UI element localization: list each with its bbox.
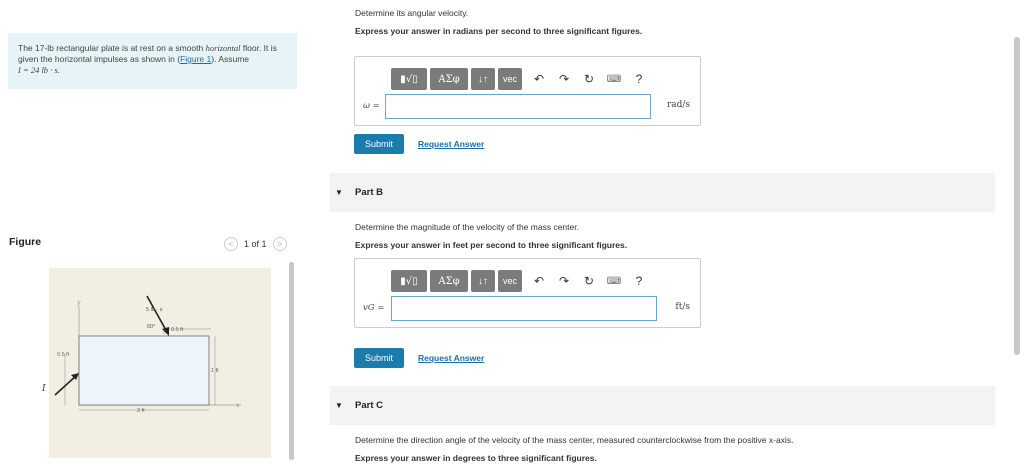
reset-icon[interactable]: ↻: [583, 274, 595, 288]
partC-collapse-icon[interactable]: ▼: [335, 401, 343, 410]
partC-format: Express your answer in degrees to three significant figures.: [355, 453, 597, 463]
partA-variable-label: ω =: [363, 101, 380, 111]
figure-image: [9, 260, 285, 469]
impulse-label: I: [42, 384, 46, 394]
partA-answer-box: [354, 56, 701, 126]
partB-header[interactable]: [330, 173, 995, 212]
keyboard-icon[interactable]: ⌨: [606, 275, 622, 287]
partA-format: Express your answer in radians per second to three significant figures.: [355, 26, 643, 36]
figure-scrollbar[interactable]: [289, 262, 294, 460]
undo-icon[interactable]: ↶: [533, 72, 545, 86]
page-scrollbar[interactable]: [1014, 37, 1020, 355]
partA-unit: rad/s: [666, 100, 690, 110]
partB-request-answer-link[interactable]: Request Answer: [418, 353, 485, 363]
plate: [79, 336, 209, 405]
partA-request-answer-link[interactable]: Request Answer: [418, 139, 485, 149]
templates-button[interactable]: ▮√▯: [391, 68, 427, 90]
vector-button[interactable]: vec: [498, 68, 522, 90]
keyboard-icon[interactable]: ⌨: [606, 73, 622, 85]
x-axis-label: x: [236, 402, 240, 409]
partB-format: Express your answer in feet per second to three significant figures.: [355, 240, 628, 250]
greek-symbols-button[interactable]: ΑΣφ: [430, 68, 468, 90]
partA-submit-button[interactable]: Submit: [354, 134, 404, 154]
partA-instruction: Determine its angular velocity.: [355, 8, 469, 18]
partB-instruction: Determine the magnitude of the velocity of the mass center.: [355, 222, 579, 232]
problem-text-start: The 17-lb rectangular plate is at rest on a smooth: [18, 43, 206, 53]
dim-left-label: 0.5 ft: [57, 352, 70, 358]
subscript-button[interactable]: ↓↑: [471, 68, 495, 90]
help-icon[interactable]: ?: [635, 274, 643, 288]
problem-assumption: I = 24 lb · s.: [18, 65, 60, 75]
partC-header[interactable]: [330, 386, 995, 425]
partB-toolbar: [391, 270, 650, 292]
plate-diagram: [9, 260, 285, 469]
reset-icon[interactable]: ↻: [583, 72, 595, 86]
partC-instruction: Determine the direction angle of the velocity of the mass center, measured counterclockwise from the positive x-axis.: [355, 435, 794, 445]
redo-icon[interactable]: ↷: [558, 274, 570, 288]
partC-title: Part C: [355, 400, 383, 411]
partB-unit: ft/s: [675, 302, 690, 312]
greek-symbols-button[interactable]: ΑΣφ: [430, 270, 468, 292]
problem-text-italic: horizontal: [205, 43, 241, 53]
figure-page-count: 1 of 1: [244, 239, 267, 249]
problem-statement: [8, 33, 297, 89]
dim-right-label: 1 ft: [211, 368, 219, 374]
partB-submit-button[interactable]: Submit: [354, 348, 404, 368]
partA-toolbar: [391, 68, 650, 90]
partB-answer-box: [354, 258, 701, 328]
help-icon[interactable]: ?: [635, 72, 643, 86]
figure-header: Figure: [9, 236, 42, 248]
figure-link[interactable]: Figure 1: [180, 54, 212, 64]
force-label: 5 lb · s: [146, 307, 163, 313]
vector-button[interactable]: vec: [498, 270, 522, 292]
partA-answer-input[interactable]: [385, 94, 651, 119]
problem-text-mid: floor. It is given the horizontal impulses as shown in (: [18, 43, 277, 64]
partB-variable-label: vG =: [363, 303, 385, 313]
subscript-button[interactable]: ↓↑: [471, 270, 495, 292]
dim-bottom-label: 2 ft: [137, 408, 145, 414]
partB-answer-input[interactable]: [391, 296, 657, 321]
dim-top-label: 0.5 ft: [171, 327, 184, 333]
next-figure-button[interactable]: >: [273, 237, 287, 251]
figure-pager: [224, 237, 287, 251]
prev-figure-button[interactable]: <: [224, 237, 238, 251]
templates-button[interactable]: ▮√▯: [391, 270, 427, 292]
redo-icon[interactable]: ↷: [558, 72, 570, 86]
problem-text-end: ). Assume: [211, 54, 250, 64]
y-axis-label: y: [77, 299, 81, 306]
partB-collapse-icon[interactable]: ▼: [335, 188, 343, 197]
angle-label: 60°: [147, 324, 156, 330]
undo-icon[interactable]: ↶: [533, 274, 545, 288]
partB-title: Part B: [355, 187, 383, 198]
